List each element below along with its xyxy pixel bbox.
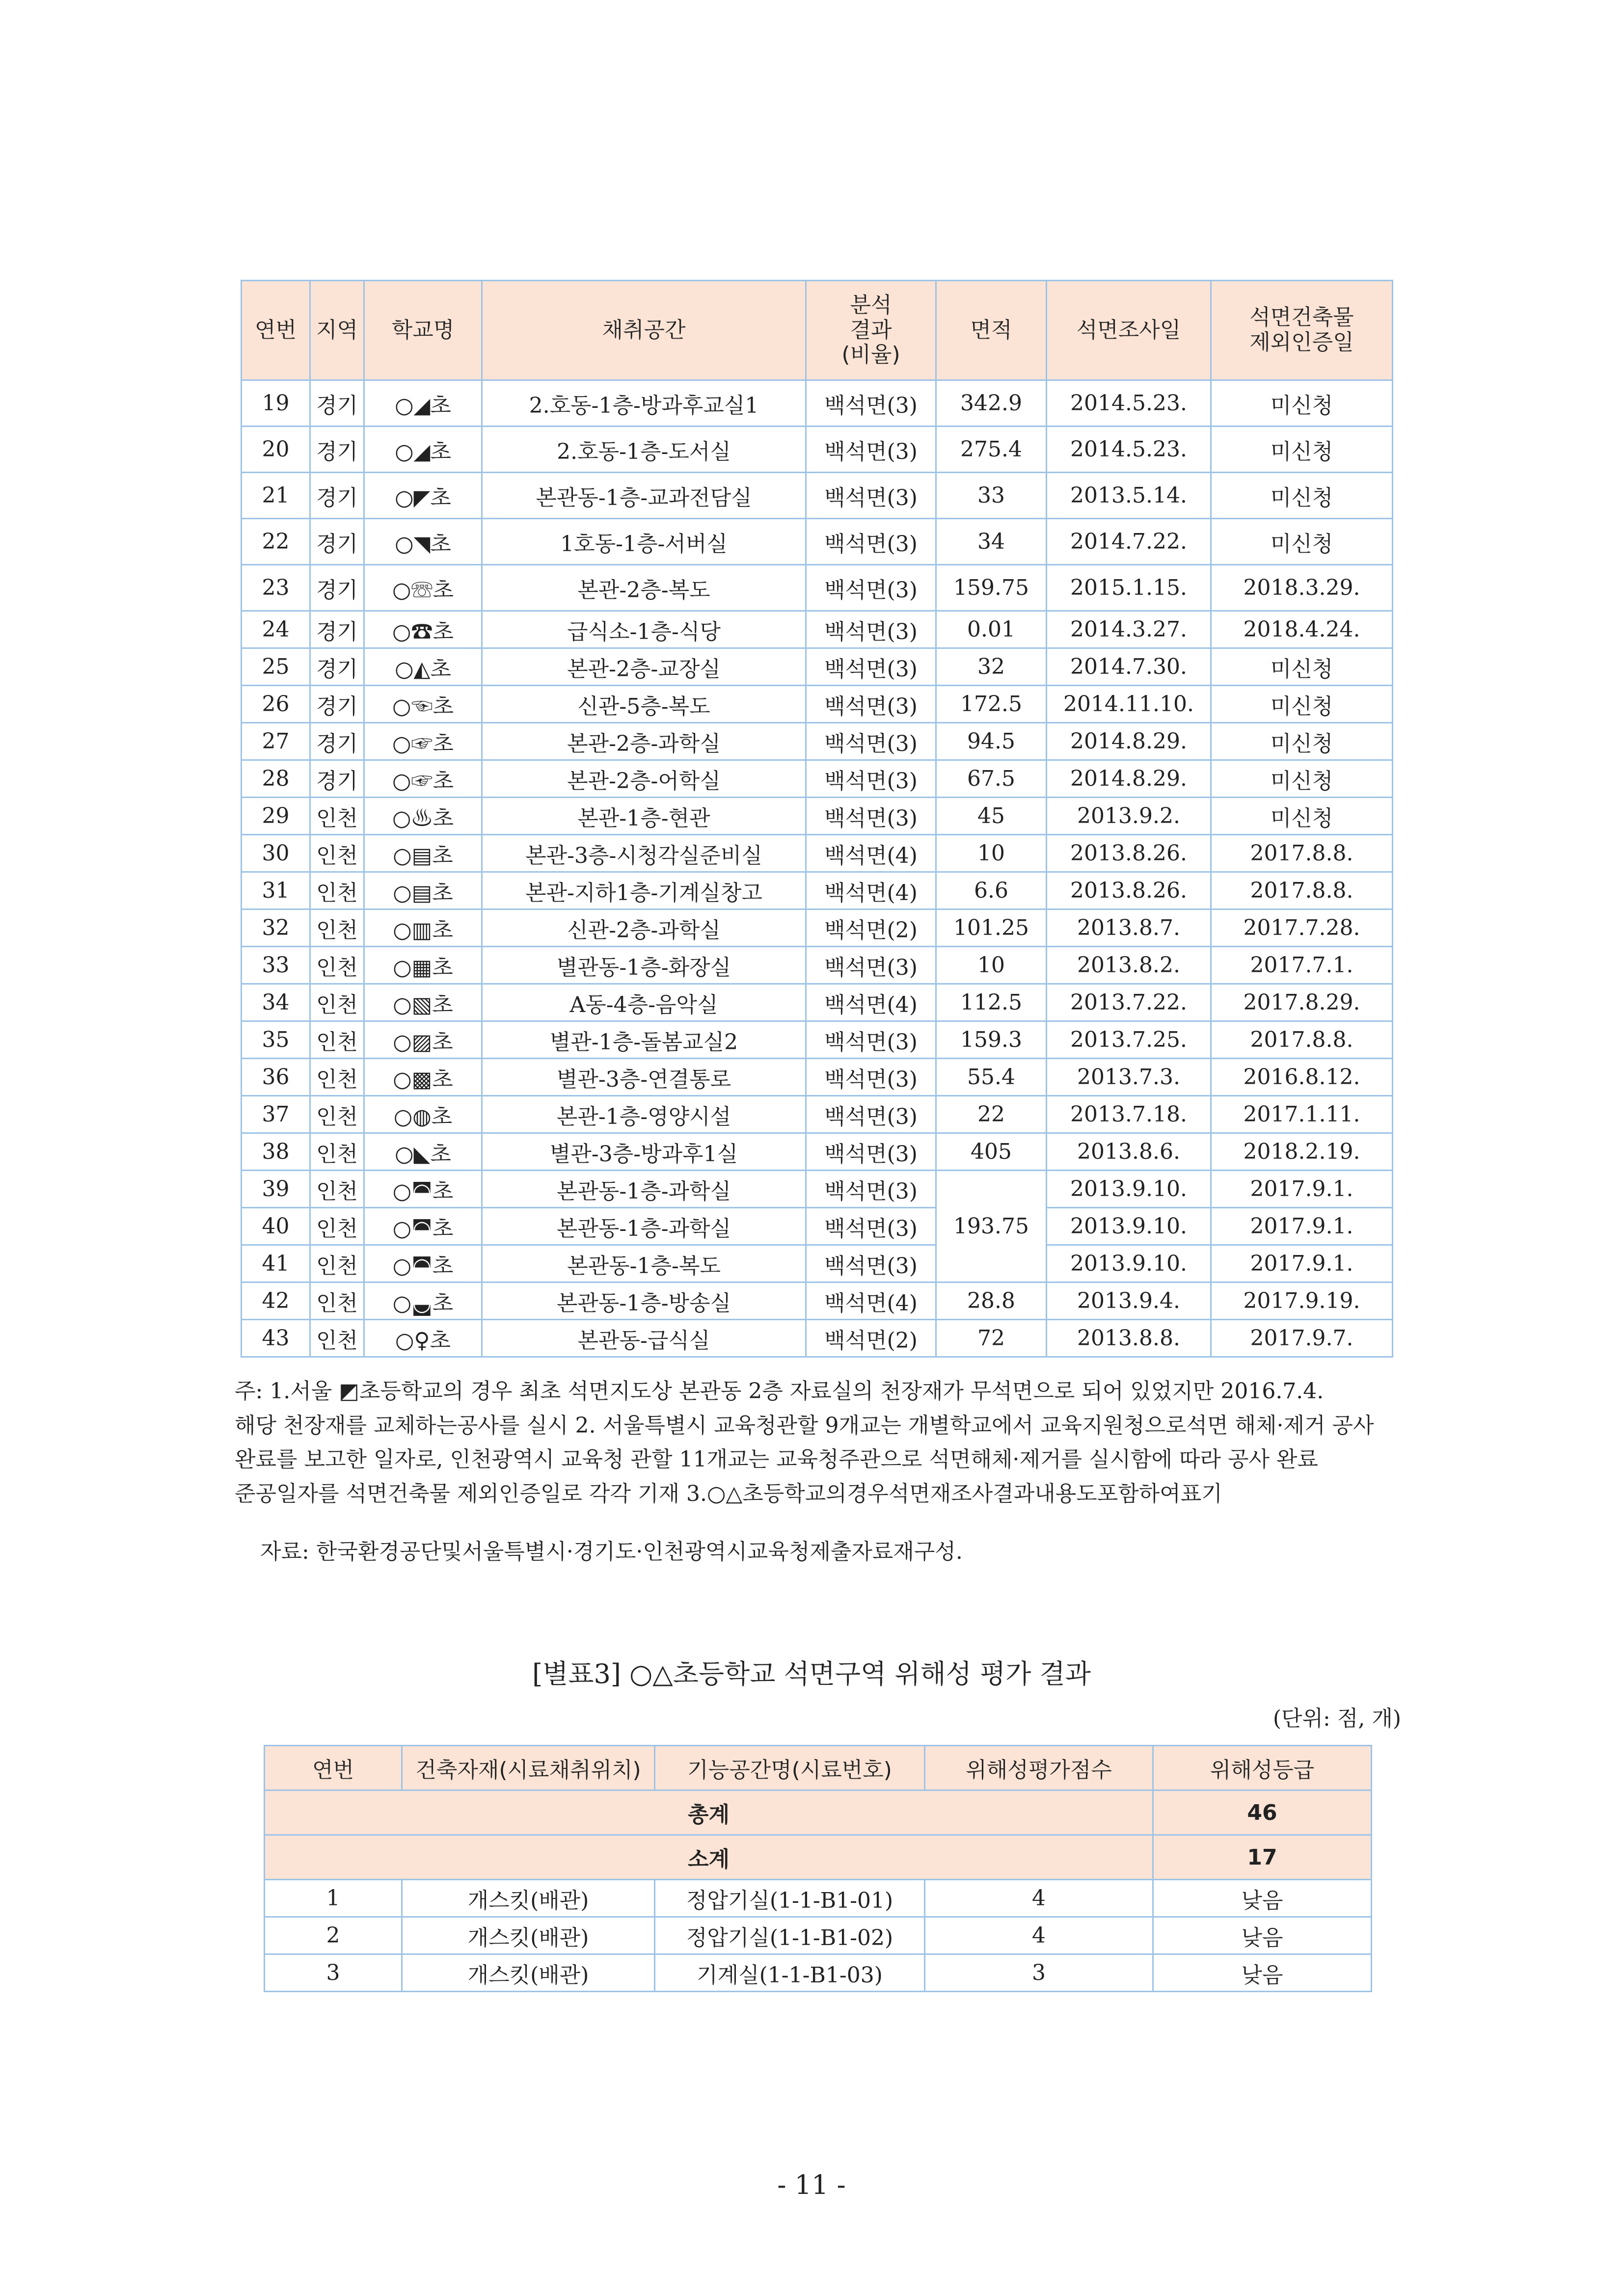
cell-cert: 2017.1.11.: [1211, 1096, 1393, 1133]
cell-no: 30: [242, 835, 310, 872]
table-row: [242, 760, 1393, 798]
cell-school: ○☞초: [364, 723, 482, 760]
cell-survey: 2014.8.29.: [1047, 760, 1211, 798]
cell-space: 본관-2층-어학실: [482, 760, 806, 798]
cell-survey: 2013.7.25.: [1047, 1021, 1211, 1059]
cell-survey: 2013.9.10.: [1047, 1208, 1211, 1245]
cell-result: 백석면(3): [806, 648, 936, 686]
cell-area: 28.8: [936, 1282, 1047, 1320]
cell-region: 인천: [310, 835, 364, 872]
header-cell: 면적: [936, 281, 1047, 380]
cell-space: 본관동-1층-과학실: [482, 1208, 806, 1245]
cell-space: 본관-1층-현관: [482, 798, 806, 835]
cell-survey: 2013.7.18.: [1047, 1096, 1211, 1133]
cell-area: 67.5: [936, 760, 1047, 798]
cell-no: 37: [242, 1096, 310, 1133]
cell-no: 22: [242, 519, 310, 565]
cell-survey: 2013.8.26.: [1047, 835, 1211, 872]
cell-area: 34: [936, 519, 1047, 565]
table-row: [242, 1320, 1393, 1357]
cell-result: 백석면(4): [806, 984, 936, 1021]
cell-region: 인천: [310, 1096, 364, 1133]
cell-result: 백석면(3): [806, 565, 936, 611]
cell-result: 백석면(3): [806, 1208, 936, 1245]
table-row: [242, 835, 1393, 872]
subtotal-value: 17: [1153, 1835, 1372, 1880]
table-row: [242, 872, 1393, 909]
table-row: [242, 1171, 1393, 1208]
note-line: 해당 천장재를 교체하는공사를 실시 2. 서울특별시 교육청관할 9개교는 개별학교에서 교육지원청으로석면 해체·제거 공사: [235, 1413, 1374, 1438]
cell-area: 159.3: [936, 1021, 1047, 1059]
cell-school: ○▦초: [364, 947, 482, 984]
cell-survey: 2013.8.6.: [1047, 1133, 1211, 1171]
cell-no: 34: [242, 984, 310, 1021]
header-cell: 위해성평가점수: [925, 1746, 1153, 1790]
header-cell: 학교명: [364, 281, 482, 380]
subtotal-label: 소계: [265, 1835, 1153, 1880]
cell-survey: 2013.9.2.: [1047, 798, 1211, 835]
cell-cert: 2018.2.19.: [1211, 1133, 1393, 1171]
cell-survey: 2013.7.3.: [1047, 1059, 1211, 1096]
cell-result: 백석면(3): [806, 686, 936, 723]
cell-area: 275.4: [936, 427, 1047, 473]
cell-area: 172.5: [936, 686, 1047, 723]
note-line: 준공일자를 석면건축물 제외인증일로 각각 기재 3.○△초등학교의경우석면재조사결과내용도포함하여표기: [235, 1481, 1222, 1506]
header-cell: 지역: [310, 281, 364, 380]
table-row: [242, 473, 1393, 519]
cell-area: 10: [936, 947, 1047, 984]
cell-no: 26: [242, 686, 310, 723]
header-cell: 위해성등급: [1153, 1746, 1372, 1790]
cell-area: 55.4: [936, 1059, 1047, 1096]
cell-grade: 낮음: [1153, 1954, 1372, 1992]
header-cell: 건축자재(시료채취위치): [402, 1746, 655, 1790]
cell-result: 백석면(3): [806, 473, 936, 519]
cell-result: 백석면(4): [806, 872, 936, 909]
cell-region: 경기: [310, 380, 364, 427]
cell-no: 39: [242, 1171, 310, 1208]
cell-survey: 2013.9.10.: [1047, 1245, 1211, 1282]
cell-region: 인천: [310, 1059, 364, 1096]
cell-cert: 미신청: [1211, 686, 1393, 723]
cell-area: 112.5: [936, 984, 1047, 1021]
cell-cert: 2017.8.29.: [1211, 984, 1393, 1021]
table-row: [242, 798, 1393, 835]
cell-region: 인천: [310, 947, 364, 984]
cell-result: 백석면(3): [806, 611, 936, 648]
cell-result: 백석면(3): [806, 947, 936, 984]
table-row: [242, 1096, 1393, 1133]
cell-no: 32: [242, 909, 310, 947]
cell-no: 27: [242, 723, 310, 760]
total-row: [265, 1790, 1372, 1835]
table-row: [242, 1208, 1393, 1245]
cell-space: 본관-2층-과학실: [482, 723, 806, 760]
table-row: [265, 1954, 1372, 1992]
cell-space: 별관-3층-방과후1실: [482, 1133, 806, 1171]
cell-space: 신관-5층-복도: [482, 686, 806, 723]
cell-survey: 2013.8.7.: [1047, 909, 1211, 947]
cell-region: 경기: [310, 686, 364, 723]
cell-space: 정압기실(1-1-B1-01): [655, 1880, 925, 1917]
table-row: [242, 947, 1393, 984]
cell-result: 백석면(3): [806, 1059, 936, 1096]
cell-cert: 2016.8.12.: [1211, 1059, 1393, 1096]
cell-region: 경기: [310, 723, 364, 760]
cell-cert: 미신청: [1211, 519, 1393, 565]
header-cell: 분석 결과 (비율): [806, 281, 936, 380]
cell-area: 0.01: [936, 611, 1047, 648]
cell-region: 인천: [310, 872, 364, 909]
cell-region: 인천: [310, 1021, 364, 1059]
table-row: [242, 519, 1393, 565]
cell-no: 2: [265, 1917, 402, 1954]
cell-no: 38: [242, 1133, 310, 1171]
cell-school: ○▩초: [364, 1059, 482, 1096]
cell-school: ○♨초: [364, 798, 482, 835]
cell-school: ○◛초: [364, 1282, 482, 1320]
cell-school: ○◢초: [364, 380, 482, 427]
total-value: 46: [1153, 1790, 1372, 1835]
table-row: [242, 1021, 1393, 1059]
cell-result: 백석면(3): [806, 723, 936, 760]
table-row: [242, 565, 1393, 611]
cell-no: 33: [242, 947, 310, 984]
cell-space: 기계실(1-1-B1-03): [655, 1954, 925, 1992]
cell-cert: 2017.9.19.: [1211, 1282, 1393, 1320]
cell-area: 45: [936, 798, 1047, 835]
cell-space: 2.호동-1층-도서실: [482, 427, 806, 473]
cell-cert: 2018.3.29.: [1211, 565, 1393, 611]
table-row: [242, 686, 1393, 723]
cell-space: 1호동-1층-서버실: [482, 519, 806, 565]
cell-area: 22: [936, 1096, 1047, 1133]
cell-space: 신관-2층-과학실: [482, 909, 806, 947]
cell-cert: 2017.7.28.: [1211, 909, 1393, 947]
cell-survey: 2013.9.4.: [1047, 1282, 1211, 1320]
cell-result: 백석면(3): [806, 798, 936, 835]
cell-survey: 2013.5.14.: [1047, 473, 1211, 519]
cell-area: 94.5: [936, 723, 1047, 760]
cell-survey: 2014.7.22.: [1047, 519, 1211, 565]
table-row: [265, 1880, 1372, 1917]
subtotal-row: [265, 1835, 1372, 1880]
cell-school: ○◥초: [364, 519, 482, 565]
table-row: [242, 380, 1393, 427]
cell-material: 개스킷(배관): [402, 1917, 655, 1954]
cell-cert: 2017.8.8.: [1211, 835, 1393, 872]
cell-survey: 2014.8.29.: [1047, 723, 1211, 760]
cell-cert: 2017.9.1.: [1211, 1245, 1393, 1282]
unit-label: (단위: 점, 개): [1272, 1706, 1401, 1731]
cell-result: 백석면(2): [806, 1320, 936, 1357]
cell-grade: 낮음: [1153, 1880, 1372, 1917]
cell-school: ○◚초: [364, 1171, 482, 1208]
cell-region: 인천: [310, 1320, 364, 1357]
cell-region: 경기: [310, 611, 364, 648]
cell-region: 인천: [310, 1171, 364, 1208]
cell-no: 21: [242, 473, 310, 519]
cell-region: 경기: [310, 473, 364, 519]
cell-cert: 2017.7.1.: [1211, 947, 1393, 984]
cell-school: ○◚초: [364, 1208, 482, 1245]
cell-no: 31: [242, 872, 310, 909]
cell-no: 43: [242, 1320, 310, 1357]
cell-region: 인천: [310, 909, 364, 947]
table-row: [242, 1245, 1393, 1282]
cell-school: ○◢초: [364, 427, 482, 473]
cell-region: 경기: [310, 519, 364, 565]
cell-school: ○♀초: [364, 1320, 482, 1357]
cell-region: 경기: [310, 427, 364, 473]
table-row: [242, 427, 1393, 473]
note-line: 완료를 보고한 일자로, 인천광역시 교육청 관할 11개교는 교육청주관으로 석면해체·제거를 실시함에 따라 공사 완료: [235, 1447, 1318, 1472]
cell-result: 백석면(3): [806, 1171, 936, 1208]
cell-space: 정압기실(1-1-B1-02): [655, 1917, 925, 1954]
cell-score: 3: [925, 1954, 1153, 1992]
cell-no: 3: [265, 1954, 402, 1992]
cell-cert: 2018.4.24.: [1211, 611, 1393, 648]
risk-assessment-table: [264, 1745, 1372, 1992]
cell-space: 별관-3층-연결통로: [482, 1059, 806, 1096]
cell-region: 경기: [310, 648, 364, 686]
cell-result: 백석면(4): [806, 1282, 936, 1320]
cell-result: 백석면(3): [806, 1096, 936, 1133]
table-row: [242, 909, 1393, 947]
table-row: [242, 611, 1393, 648]
cell-survey: 2013.9.10.: [1047, 1171, 1211, 1208]
cell-area: 405: [936, 1133, 1047, 1171]
table-row: [242, 648, 1393, 686]
cell-region: 경기: [310, 565, 364, 611]
cell-space: 본관동-1층-교과전담실: [482, 473, 806, 519]
table-row: [242, 1059, 1393, 1096]
cell-material: 개스킷(배관): [402, 1954, 655, 1992]
table-row: [265, 1917, 1372, 1954]
cell-area: 159.75: [936, 565, 1047, 611]
header-cell: 석면조사일: [1047, 281, 1211, 380]
cell-space: 본관-1층-영양시설: [482, 1096, 806, 1133]
cell-space: 본관동-1층-과학실: [482, 1171, 806, 1208]
table-row: [242, 984, 1393, 1021]
cell-cert: 미신청: [1211, 380, 1393, 427]
cell-survey: 2013.7.22.: [1047, 984, 1211, 1021]
cell-survey: 2014.5.23.: [1047, 427, 1211, 473]
cell-no: 23: [242, 565, 310, 611]
cell-space: 본관동-1층-복도: [482, 1245, 806, 1282]
cell-region: 인천: [310, 1245, 364, 1282]
cell-space: 본관-2층-교장실: [482, 648, 806, 686]
cell-cert: 미신청: [1211, 427, 1393, 473]
cell-school: ○☏초: [364, 565, 482, 611]
cell-space: 별관-1층-돌봄교실2: [482, 1021, 806, 1059]
table-header-row: [242, 281, 1393, 380]
cell-school: ○▤초: [364, 835, 482, 872]
cell-cert: 2017.9.1.: [1211, 1208, 1393, 1245]
cell-cert: 미신청: [1211, 723, 1393, 760]
source-note: 자료: 한국환경공단및서울특별시·경기도·인천광역시교육청제출자료재구성.: [260, 1539, 963, 1564]
header-cell: 연번: [242, 281, 310, 380]
appendix-table-title: [별표3] ○△초등학교 석면구역 위해성 평가 결과: [532, 1658, 1091, 1689]
cell-survey: 2014.11.10.: [1047, 686, 1211, 723]
cell-area: 6.6: [936, 872, 1047, 909]
cell-region: 인천: [310, 984, 364, 1021]
table-notes: [235, 1374, 1393, 1511]
cell-grade: 낮음: [1153, 1917, 1372, 1954]
cell-area: 193.75: [936, 1171, 1047, 1282]
cell-survey: 2013.8.26.: [1047, 872, 1211, 909]
cell-space: A동-4층-음악실: [482, 984, 806, 1021]
cell-material: 개스킷(배관): [402, 1880, 655, 1917]
cell-no: 41: [242, 1245, 310, 1282]
cell-school: ○▧초: [364, 984, 482, 1021]
cell-cert: 미신청: [1211, 648, 1393, 686]
cell-result: 백석면(3): [806, 1133, 936, 1171]
cell-survey: 2013.8.2.: [1047, 947, 1211, 984]
cell-school: ○☜초: [364, 686, 482, 723]
cell-school: ○◍초: [364, 1096, 482, 1133]
cell-region: 경기: [310, 760, 364, 798]
cell-result: 백석면(3): [806, 1245, 936, 1282]
cell-space: 별관동-1층-화장실: [482, 947, 806, 984]
cell-area: 342.9: [936, 380, 1047, 427]
cell-result: 백석면(3): [806, 519, 936, 565]
cell-cert: 미신청: [1211, 760, 1393, 798]
cell-school: ○☞초: [364, 760, 482, 798]
page-number: - 11 -: [777, 2169, 846, 2200]
cell-result: 백석면(4): [806, 835, 936, 872]
cell-school: ○◣초: [364, 1133, 482, 1171]
cell-space: 본관동-1층-방송실: [482, 1282, 806, 1320]
cell-survey: 2013.8.8.: [1047, 1320, 1211, 1357]
cell-school: ○◚초: [364, 1245, 482, 1282]
cell-no: 24: [242, 611, 310, 648]
cell-no: 29: [242, 798, 310, 835]
cell-result: 백석면(3): [806, 427, 936, 473]
cell-no: 40: [242, 1208, 310, 1245]
cell-space: 본관-3층-시청각실준비실: [482, 835, 806, 872]
cell-survey: 2015.1.15.: [1047, 565, 1211, 611]
cell-school: ○▤초: [364, 872, 482, 909]
cell-region: 인천: [310, 1208, 364, 1245]
cell-region: 인천: [310, 1133, 364, 1171]
cell-no: 42: [242, 1282, 310, 1320]
cell-cert: 미신청: [1211, 798, 1393, 835]
cell-cert: 미신청: [1211, 473, 1393, 519]
cell-space: 본관-지하1층-기계실창고: [482, 872, 806, 909]
cell-no: 1: [265, 1880, 402, 1917]
cell-space: 2.호동-1층-방과후교실1: [482, 380, 806, 427]
cell-no: 28: [242, 760, 310, 798]
cell-space: 급식소-1층-식당: [482, 611, 806, 648]
cell-school: ○☎초: [364, 611, 482, 648]
cell-no: 19: [242, 380, 310, 427]
cell-school: ○▨초: [364, 1021, 482, 1059]
cell-area: 10: [936, 835, 1047, 872]
note-line: 주: 1.서울 ◩초등학교의 경우 최초 석면지도상 본관동 2층 자료실의 천장재가 무석면으로 되어 있었지만 2016.7.4.: [235, 1379, 1324, 1404]
cell-school: ○◤초: [364, 473, 482, 519]
cell-result: 백석면(2): [806, 909, 936, 947]
cell-no: 35: [242, 1021, 310, 1059]
asbestos-school-table: [241, 280, 1393, 1358]
cell-area: 72: [936, 1320, 1047, 1357]
cell-result: 백석면(3): [806, 760, 936, 798]
header-cell: 석면건축물 제외인증일: [1211, 281, 1393, 380]
total-label: 총계: [265, 1790, 1153, 1835]
cell-survey: 2014.7.30.: [1047, 648, 1211, 686]
cell-cert: 2017.8.8.: [1211, 1021, 1393, 1059]
cell-score: 4: [925, 1880, 1153, 1917]
table-row: [242, 723, 1393, 760]
table-header-row: [265, 1746, 1372, 1790]
cell-school: ○▥초: [364, 909, 482, 947]
cell-score: 4: [925, 1917, 1153, 1954]
cell-no: 36: [242, 1059, 310, 1096]
cell-no: 25: [242, 648, 310, 686]
cell-cert: 2017.9.7.: [1211, 1320, 1393, 1357]
cell-area: 33: [936, 473, 1047, 519]
cell-cert: 2017.9.1.: [1211, 1171, 1393, 1208]
cell-survey: 2014.5.23.: [1047, 380, 1211, 427]
cell-area: 32: [936, 648, 1047, 686]
cell-cert: 2017.8.8.: [1211, 872, 1393, 909]
header-cell: 연번: [265, 1746, 402, 1790]
table-row: [242, 1133, 1393, 1171]
cell-region: 인천: [310, 1282, 364, 1320]
cell-school: ○◭초: [364, 648, 482, 686]
cell-area: 101.25: [936, 909, 1047, 947]
cell-result: 백석면(3): [806, 1021, 936, 1059]
cell-region: 인천: [310, 798, 364, 835]
cell-no: 20: [242, 427, 310, 473]
cell-space: 본관-2층-복도: [482, 565, 806, 611]
cell-space: 본관동-급식실: [482, 1320, 806, 1357]
cell-survey: 2014.3.27.: [1047, 611, 1211, 648]
header-cell: 기능공간명(시료번호): [655, 1746, 925, 1790]
cell-result: 백석면(3): [806, 380, 936, 427]
table-row: [242, 1282, 1393, 1320]
header-cell: 채취공간: [482, 281, 806, 380]
